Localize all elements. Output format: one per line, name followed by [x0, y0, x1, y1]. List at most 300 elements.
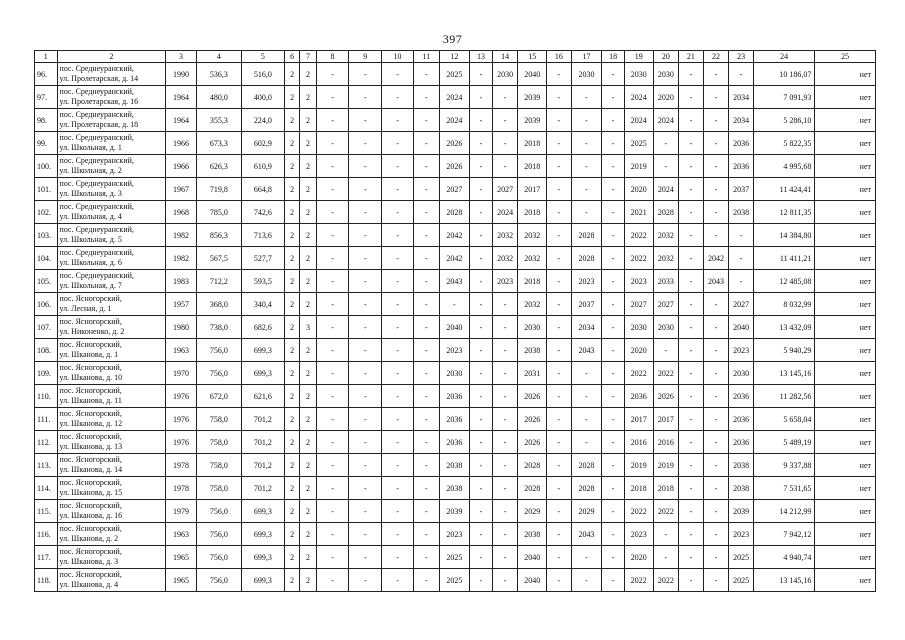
column-number-header: 11	[413, 51, 439, 63]
data-cell: 2018	[653, 477, 679, 500]
data-cell: -	[382, 109, 414, 132]
data-cell: -	[703, 569, 729, 592]
data-cell: 2039	[729, 500, 754, 523]
data-cell: 758,0	[196, 454, 241, 477]
table-row	[35, 454, 876, 477]
address-cell	[57, 500, 166, 523]
data-cell: -	[602, 316, 625, 339]
address-street: ул. Шканова, д. 10	[59, 373, 123, 382]
data-cell: 2	[300, 431, 316, 454]
address-settlement: пос. Среднеуранский,	[59, 87, 134, 96]
data-cell: -	[316, 201, 349, 224]
cost-cell: 7 531,65	[753, 477, 814, 500]
data-cell: 2029	[518, 500, 547, 523]
data-cell: 699,3	[241, 339, 284, 362]
data-cell: -	[316, 132, 349, 155]
data-cell: -	[470, 569, 493, 592]
cost-cell: 5 489,19	[753, 431, 814, 454]
data-cell: 1966	[166, 132, 197, 155]
data-cell: -	[470, 224, 493, 247]
data-cell: -	[547, 201, 572, 224]
data-cell: -	[413, 247, 439, 270]
data-cell: 2	[300, 546, 316, 569]
data-cell: -	[316, 155, 349, 178]
column-number-header: 3	[166, 51, 197, 63]
data-cell: -	[492, 454, 518, 477]
data-cell: -	[602, 293, 625, 316]
cost-cell: 11 411,21	[753, 247, 814, 270]
data-cell: 2	[300, 454, 316, 477]
table-body	[35, 51, 876, 592]
data-cell: 2026	[518, 408, 547, 431]
column-number-header: 10	[382, 51, 414, 63]
data-cell: -	[413, 63, 439, 86]
data-cell: 672,0	[196, 385, 241, 408]
data-cell: 1983	[166, 270, 197, 293]
data-cell: -	[729, 270, 754, 293]
data-cell: -	[602, 155, 625, 178]
cost-cell: 5 658,04	[753, 408, 814, 431]
data-cell: -	[316, 362, 349, 385]
data-cell: 756,0	[196, 569, 241, 592]
row-number-cell: 111.	[35, 408, 58, 431]
data-cell: -	[413, 316, 439, 339]
data-cell: 701,2	[241, 408, 284, 431]
data-cell: -	[349, 454, 382, 477]
data-cell: 2038	[518, 523, 547, 546]
data-cell: 2017	[624, 408, 653, 431]
data-cell: 2	[300, 569, 316, 592]
address-settlement: пос. Среднеуранский,	[59, 225, 134, 234]
address-street: ул. Лесная, д. 1	[59, 304, 112, 313]
data-cell: -	[349, 178, 382, 201]
data-cell: 2025	[624, 132, 653, 155]
data-cell: 2	[284, 316, 299, 339]
data-cell: -	[470, 454, 493, 477]
data-cell: -	[602, 385, 625, 408]
data-cell: -	[349, 316, 382, 339]
data-cell: -	[679, 270, 704, 293]
data-cell: -	[382, 86, 414, 109]
column-number-header: 1	[35, 51, 58, 63]
data-cell: 719,8	[196, 178, 241, 201]
data-cell: 756,0	[196, 500, 241, 523]
address-street: ул. Школьная, д. 7	[59, 281, 122, 290]
cost-cell: 11 282,56	[753, 385, 814, 408]
data-cell: 2	[300, 270, 316, 293]
data-cell: -	[492, 431, 518, 454]
data-cell: 2	[284, 431, 299, 454]
cost-cell: 5 286,10	[753, 109, 814, 132]
data-cell: 756,0	[196, 339, 241, 362]
data-cell: -	[413, 155, 439, 178]
data-cell: -	[602, 63, 625, 86]
data-cell: 626,3	[196, 155, 241, 178]
data-cell: 1976	[166, 408, 197, 431]
data-cell: 621,6	[241, 385, 284, 408]
table-row	[35, 293, 876, 316]
data-cell: 2022	[624, 500, 653, 523]
data-cell: 2020	[653, 86, 679, 109]
data-cell: -	[470, 500, 493, 523]
address-cell	[57, 316, 166, 339]
cost-cell: 5 940,29	[753, 339, 814, 362]
cost-cell: 14 212,99	[753, 500, 814, 523]
data-cell: -	[571, 569, 602, 592]
row-number-cell: 109.	[35, 362, 58, 385]
data-cell: -	[470, 270, 493, 293]
status-cell: нет	[815, 569, 876, 592]
data-cell: 2	[300, 109, 316, 132]
table-row	[35, 408, 876, 431]
cost-cell: 13 145,16	[753, 569, 814, 592]
table-row	[35, 431, 876, 454]
data-cell: -	[547, 385, 572, 408]
data-cell: 2040	[518, 569, 547, 592]
data-cell: 2030	[492, 63, 518, 86]
data-cell: 2023	[729, 523, 754, 546]
data-cell: 673,3	[196, 132, 241, 155]
data-cell: -	[382, 270, 414, 293]
data-cell: 699,3	[241, 362, 284, 385]
data-cell: -	[492, 477, 518, 500]
data-cell: -	[492, 132, 518, 155]
data-cell: 2018	[518, 270, 547, 293]
data-cell: 2042	[439, 247, 470, 270]
data-cell: -	[382, 569, 414, 592]
data-cell: -	[679, 362, 704, 385]
data-cell: -	[470, 523, 493, 546]
data-cell: -	[679, 408, 704, 431]
data-cell: -	[349, 224, 382, 247]
data-cell: -	[349, 293, 382, 316]
column-number-header: 25	[815, 51, 876, 63]
data-cell: -	[349, 339, 382, 362]
data-cell: -	[703, 431, 729, 454]
data-cell: 2036	[729, 431, 754, 454]
data-cell: -	[349, 477, 382, 500]
data-cell: -	[413, 270, 439, 293]
data-cell: 2	[300, 362, 316, 385]
data-cell: -	[679, 546, 704, 569]
data-cell: -	[547, 454, 572, 477]
address-street: ул. Никоненко, д. 2	[59, 327, 125, 336]
data-cell: 2	[300, 132, 316, 155]
data-cell: -	[413, 339, 439, 362]
data-cell: 2023	[624, 523, 653, 546]
data-cell: 2032	[518, 224, 547, 247]
cost-cell: 11 424,41	[753, 178, 814, 201]
data-cell: 682,6	[241, 316, 284, 339]
data-cell: -	[349, 201, 382, 224]
data-cell: 480,0	[196, 86, 241, 109]
data-cell: 2030	[571, 63, 602, 86]
data-cell: -	[382, 293, 414, 316]
address-settlement: пос. Ясногорский,	[59, 478, 122, 487]
data-cell: -	[547, 109, 572, 132]
data-cell: 2	[284, 270, 299, 293]
address-street: ул. Пролетарская, д. 16	[59, 97, 139, 106]
data-cell: 2	[300, 224, 316, 247]
column-number-header: 6	[284, 51, 299, 63]
data-cell: 2028	[518, 454, 547, 477]
data-cell: 856,3	[196, 224, 241, 247]
data-cell: -	[602, 109, 625, 132]
address-settlement: пос. Среднеуранский,	[59, 110, 134, 119]
data-cell: 1963	[166, 523, 197, 546]
data-cell: -	[349, 569, 382, 592]
column-number-header: 8	[316, 51, 349, 63]
column-number-header: 12	[439, 51, 470, 63]
data-cell: 2036	[729, 155, 754, 178]
address-settlement: пос. Ясногорский,	[59, 547, 122, 556]
data-cell: -	[413, 224, 439, 247]
address-cell	[57, 362, 166, 385]
address-cell	[57, 270, 166, 293]
data-cell: -	[547, 316, 572, 339]
data-cell: 2028	[571, 247, 602, 270]
data-cell: -	[413, 385, 439, 408]
data-cell: 699,3	[241, 500, 284, 523]
address-settlement: пос. Ясногорский,	[59, 340, 122, 349]
address-cell	[57, 523, 166, 546]
data-cell: 2024	[653, 178, 679, 201]
data-cell: -	[571, 155, 602, 178]
address-cell	[57, 224, 166, 247]
data-cell: 2037	[729, 178, 754, 201]
table-row	[35, 86, 876, 109]
data-cell: -	[349, 155, 382, 178]
data-cell: -	[602, 270, 625, 293]
data-cell: 1978	[166, 477, 197, 500]
data-cell: 2033	[653, 270, 679, 293]
data-cell: 2039	[439, 500, 470, 523]
data-cell: -	[729, 224, 754, 247]
data-cell: 2	[300, 201, 316, 224]
column-number-header: 18	[602, 51, 625, 63]
column-number-header: 23	[729, 51, 754, 63]
address-settlement: пос. Среднеуранский,	[59, 156, 134, 165]
data-cell: 1976	[166, 385, 197, 408]
column-number-header: 2	[57, 51, 166, 63]
data-cell: -	[703, 385, 729, 408]
table-row	[35, 339, 876, 362]
address-street: ул. Шканова, д. 14	[59, 465, 123, 474]
data-cell: -	[316, 293, 349, 316]
data-cell: 2020	[624, 546, 653, 569]
data-cell: 2	[284, 247, 299, 270]
table-row	[35, 247, 876, 270]
data-cell: -	[316, 454, 349, 477]
data-cell: 2034	[729, 109, 754, 132]
data-cell: -	[413, 523, 439, 546]
data-cell: -	[571, 546, 602, 569]
data-cell: -	[653, 132, 679, 155]
data-cell: 2032	[518, 293, 547, 316]
data-cell: 1966	[166, 155, 197, 178]
data-cell: 2019	[653, 454, 679, 477]
address-cell	[57, 477, 166, 500]
cost-cell: 12 485,08	[753, 270, 814, 293]
data-cell: 2019	[624, 155, 653, 178]
data-cell: -	[571, 109, 602, 132]
data-cell: -	[470, 63, 493, 86]
data-cell: -	[413, 86, 439, 109]
address-street: ул. Шканова, д. 16	[59, 511, 123, 520]
row-number-cell: 98.	[35, 109, 58, 132]
column-number-header: 7	[300, 51, 316, 63]
status-cell: нет	[815, 201, 876, 224]
address-cell	[57, 109, 166, 132]
data-cell: 2028	[653, 201, 679, 224]
address-settlement: пос. Среднеуранский,	[59, 64, 134, 73]
column-number-header: 16	[547, 51, 572, 63]
data-cell: -	[492, 86, 518, 109]
status-cell: нет	[815, 523, 876, 546]
data-cell: 2022	[653, 362, 679, 385]
data-cell: 2	[300, 293, 316, 316]
column-number-header-row	[35, 51, 876, 63]
data-cell: 2025	[439, 546, 470, 569]
data-cell: 2043	[571, 339, 602, 362]
data-cell: -	[602, 431, 625, 454]
address-settlement: пос. Среднеуранский,	[59, 133, 134, 142]
address-street: ул. Школьная, д. 2	[59, 166, 122, 175]
data-cell: -	[547, 546, 572, 569]
data-cell: 355,3	[196, 109, 241, 132]
data-cell: 1957	[166, 293, 197, 316]
data-cell: -	[602, 201, 625, 224]
data-cell: 2017	[518, 178, 547, 201]
data-cell: 2037	[571, 293, 602, 316]
data-cell: 2017	[653, 408, 679, 431]
table-row	[35, 63, 876, 86]
data-cell: 2032	[653, 224, 679, 247]
data-cell: 2023	[729, 339, 754, 362]
data-cell: -	[470, 155, 493, 178]
data-cell: -	[703, 454, 729, 477]
data-cell: -	[316, 316, 349, 339]
address-street: ул. Пролетарская, д. 14	[59, 74, 139, 83]
table-row	[35, 132, 876, 155]
data-cell: 2027	[653, 293, 679, 316]
data-cell: 785,0	[196, 201, 241, 224]
data-cell: -	[382, 500, 414, 523]
row-number-cell: 103.	[35, 224, 58, 247]
data-cell: 2025	[729, 569, 754, 592]
column-number-header: 9	[349, 51, 382, 63]
data-cell: -	[602, 86, 625, 109]
address-cell	[57, 247, 166, 270]
data-cell: 1982	[166, 224, 197, 247]
data-cell: 2024	[653, 109, 679, 132]
data-cell: -	[602, 178, 625, 201]
data-cell: -	[470, 109, 493, 132]
data-cell: -	[382, 546, 414, 569]
data-cell: -	[703, 86, 729, 109]
data-cell: 2042	[439, 224, 470, 247]
data-cell: 2018	[518, 201, 547, 224]
data-cell: -	[382, 362, 414, 385]
address-street: ул. Шканова, д. 15	[59, 488, 123, 497]
data-cell: 2030	[624, 63, 653, 86]
data-cell: -	[316, 569, 349, 592]
data-cell: -	[547, 63, 572, 86]
data-cell: 516,0	[241, 63, 284, 86]
data-cell: 2022	[624, 569, 653, 592]
data-cell: 1963	[166, 339, 197, 362]
data-cell: -	[653, 339, 679, 362]
data-cell: -	[382, 477, 414, 500]
data-cell: -	[349, 523, 382, 546]
data-cell: 1976	[166, 431, 197, 454]
data-cell: 2	[300, 178, 316, 201]
table-row	[35, 178, 876, 201]
data-cell: -	[571, 408, 602, 431]
data-cell: 2039	[518, 109, 547, 132]
data-cell: -	[679, 339, 704, 362]
data-cell: 742,6	[241, 201, 284, 224]
data-cell: -	[602, 362, 625, 385]
data-cell: 701,2	[241, 477, 284, 500]
data-cell: -	[413, 500, 439, 523]
data-cell: 2034	[571, 316, 602, 339]
row-number-cell: 115.	[35, 500, 58, 523]
row-number-cell: 108.	[35, 339, 58, 362]
address-settlement: пос. Ясногорский,	[59, 455, 122, 464]
address-street: ул. Школьная, д. 4	[59, 212, 122, 221]
data-cell: -	[703, 408, 729, 431]
data-cell: -	[679, 385, 704, 408]
data-cell: -	[492, 155, 518, 178]
data-cell: -	[492, 500, 518, 523]
data-cell: -	[349, 408, 382, 431]
data-cell: 1967	[166, 178, 197, 201]
data-cell: 2016	[624, 431, 653, 454]
address-settlement: пос. Ясногорский,	[59, 386, 122, 395]
data-cell: -	[470, 408, 493, 431]
data-cell: 2	[284, 362, 299, 385]
data-cell: -	[316, 523, 349, 546]
data-cell: -	[571, 431, 602, 454]
data-cell: 713,6	[241, 224, 284, 247]
row-number-cell: 100.	[35, 155, 58, 178]
data-cell: 2016	[653, 431, 679, 454]
data-cell: -	[703, 224, 729, 247]
table-row	[35, 316, 876, 339]
column-number-header: 15	[518, 51, 547, 63]
data-cell: -	[571, 362, 602, 385]
data-cell: 2018	[624, 477, 653, 500]
data-cell: 2024	[624, 109, 653, 132]
address-cell	[57, 201, 166, 224]
status-cell: нет	[815, 477, 876, 500]
data-cell: -	[349, 385, 382, 408]
data-cell: 1990	[166, 63, 197, 86]
status-cell: нет	[815, 155, 876, 178]
data-cell: 2032	[492, 224, 518, 247]
data-cell: 2	[284, 132, 299, 155]
data-cell: 758,0	[196, 408, 241, 431]
data-cell: -	[679, 109, 704, 132]
data-cell: 2032	[518, 247, 547, 270]
cost-cell: 5 822,35	[753, 132, 814, 155]
data-cell: 2	[284, 408, 299, 431]
data-cell: -	[679, 155, 704, 178]
address-settlement: пос. Ясногорский,	[59, 317, 122, 326]
data-cell: -	[413, 546, 439, 569]
data-cell: 2022	[624, 362, 653, 385]
